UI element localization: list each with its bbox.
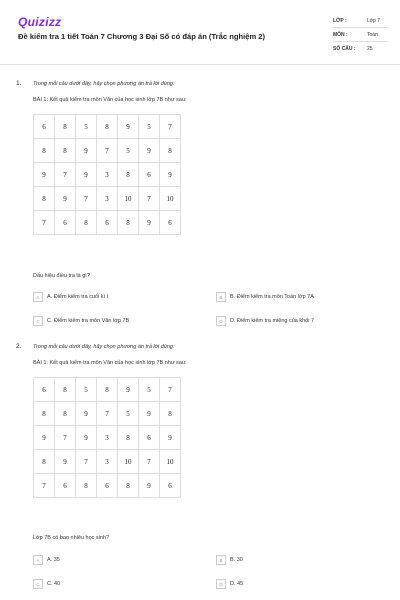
table-cell: 10 xyxy=(160,450,181,474)
option-letter: C xyxy=(33,316,43,326)
meta-value: Lớp 7 xyxy=(367,17,381,24)
meta-row-count xyxy=(333,42,388,56)
table-cell: 5 xyxy=(76,378,97,402)
question-number: 2. xyxy=(16,343,22,350)
meta-row-subject xyxy=(333,28,388,42)
table-cell: 8 xyxy=(34,402,55,426)
option-text: A. 35 xyxy=(47,557,60,563)
table-cell: 8 xyxy=(34,450,55,474)
table-cell: 9 xyxy=(76,163,97,187)
table-cell: 9 xyxy=(139,402,160,426)
meta-value: Toán xyxy=(367,31,378,38)
table-cell: 9 xyxy=(55,187,76,211)
table-cell: 6 xyxy=(55,211,76,235)
table-cell: 7 xyxy=(34,474,55,498)
table-cell: 3 xyxy=(97,426,118,450)
table-cell: 5 xyxy=(139,378,160,402)
table-cell: 8 xyxy=(55,378,76,402)
answer-option-a[interactable] xyxy=(33,292,108,302)
table-cell: 6 xyxy=(139,426,160,450)
document-meta xyxy=(333,14,388,56)
answer-option-a[interactable] xyxy=(33,555,60,565)
option-text: D. 45 xyxy=(230,581,244,587)
table-row xyxy=(34,378,181,402)
table-cell: 6 xyxy=(97,474,118,498)
table-row xyxy=(34,163,181,187)
table-cell: 9 xyxy=(160,426,181,450)
table-cell: 9 xyxy=(34,426,55,450)
table-cell: 6 xyxy=(160,211,181,235)
table-cell: 10 xyxy=(160,187,181,211)
option-text: C. 40 xyxy=(47,581,61,587)
question-instruction: Trong mỗi câu dưới đây, hãy chọn phương án trả lời đúng: xyxy=(33,344,175,350)
table-cell: 9 xyxy=(139,211,160,235)
table-cell: 8 xyxy=(97,115,118,139)
table-cell: 7 xyxy=(160,378,181,402)
table-cell: 9 xyxy=(55,450,76,474)
table-cell: 7 xyxy=(160,115,181,139)
option-text: B. Điểm kiểm tra môn Toán lớp 7A xyxy=(230,294,314,300)
table-cell: 8 xyxy=(118,211,139,235)
table-row xyxy=(34,211,181,235)
table-cell: 6 xyxy=(55,474,76,498)
table-row xyxy=(34,426,181,450)
table-row xyxy=(34,115,181,139)
table-cell: 5 xyxy=(76,115,97,139)
option-text: D. Điểm kiểm tra miệng của khối 7 xyxy=(230,318,315,324)
score-table xyxy=(33,114,181,235)
meta-value: 25 xyxy=(367,46,373,52)
table-cell: 9 xyxy=(139,139,160,163)
option-letter: A xyxy=(33,555,43,565)
table-cell: 7 xyxy=(76,187,97,211)
table-cell: 8 xyxy=(55,115,76,139)
table-cell: 8 xyxy=(76,211,97,235)
answer-option-c[interactable] xyxy=(33,316,129,326)
table-cell: 7 xyxy=(97,139,118,163)
question-prompt: Dấu hiệu điều tra là gì? xyxy=(33,273,90,279)
table-cell: 9 xyxy=(76,402,97,426)
header-divider xyxy=(0,64,400,65)
table-cell: 5 xyxy=(118,402,139,426)
table-cell: 6 xyxy=(34,115,55,139)
table-cell: 9 xyxy=(118,378,139,402)
table-cell: 5 xyxy=(118,139,139,163)
table-cell: 9 xyxy=(139,474,160,498)
question-number: 1. xyxy=(16,80,22,87)
option-letter: D xyxy=(216,316,226,326)
table-cell: 7 xyxy=(76,450,97,474)
table-cell: 7 xyxy=(55,163,76,187)
table-row xyxy=(34,402,181,426)
table-cell: 7 xyxy=(139,187,160,211)
table-row xyxy=(34,187,181,211)
question-passage: BÀI 1: Kết quả kiểm tra môn Văn của học sinh lớp 7B như sau: xyxy=(33,97,187,103)
table-cell: 7 xyxy=(34,211,55,235)
meta-row-grade xyxy=(333,14,388,28)
table-cell: 8 xyxy=(118,474,139,498)
answer-option-d[interactable] xyxy=(216,316,314,326)
table-cell: 8 xyxy=(34,187,55,211)
option-text: A. Điểm kiểm tra cuối kì I xyxy=(47,294,109,300)
table-cell: 8 xyxy=(34,139,55,163)
table-row xyxy=(34,474,181,498)
table-row xyxy=(34,450,181,474)
table-cell: 8 xyxy=(76,474,97,498)
table-cell: 7 xyxy=(97,402,118,426)
table-cell: 10 xyxy=(118,187,139,211)
table-cell: 3 xyxy=(97,450,118,474)
table-cell: 9 xyxy=(118,115,139,139)
option-letter: D xyxy=(216,579,226,589)
table-cell: 3 xyxy=(97,187,118,211)
table-cell: 8 xyxy=(118,426,139,450)
meta-label: SỐ CÂU : xyxy=(333,46,356,52)
score-table xyxy=(33,377,181,498)
option-letter: B xyxy=(216,292,226,302)
question-passage: BÀI 1: Kết quả kiểm tra môn Văn của học sinh lớp 7B như sau: xyxy=(33,360,187,366)
question-instruction: Trong mỗi câu dưới đây, hãy chọn phương án trả lời đúng: xyxy=(33,81,175,87)
table-cell: 5 xyxy=(139,115,160,139)
option-text: C. Điểm kiểm tra môn Văn lớp 7B xyxy=(47,318,130,324)
option-text: B. 30 xyxy=(230,557,243,563)
meta-label: LỚP : xyxy=(333,17,347,24)
table-cell: 8 xyxy=(55,139,76,163)
table-cell: 7 xyxy=(139,450,160,474)
quizizz-logo: Quizizz xyxy=(18,15,62,29)
table-row xyxy=(34,139,181,163)
table-cell: 7 xyxy=(55,426,76,450)
table-cell: 3 xyxy=(97,163,118,187)
document-title: Đề kiểm tra 1 tiết Toán 7 Chương 3 Đại Số có đáp án (Trắc nghiệm 2) xyxy=(18,32,266,41)
meta-label: MÔN : xyxy=(333,31,348,38)
answer-option-d[interactable] xyxy=(216,579,243,589)
question-prompt: Lớp 7B có bao nhiêu học sinh? xyxy=(33,535,110,541)
answer-option-c[interactable] xyxy=(33,579,60,589)
table-cell: 6 xyxy=(34,378,55,402)
table-cell: 9 xyxy=(160,163,181,187)
table-cell: 6 xyxy=(139,163,160,187)
table-cell: 8 xyxy=(97,378,118,402)
table-cell: 9 xyxy=(34,163,55,187)
table-cell: 8 xyxy=(160,402,181,426)
option-letter: C xyxy=(33,579,43,589)
option-letter: B xyxy=(216,555,226,565)
answer-option-b[interactable] xyxy=(216,292,314,302)
table-cell: 9 xyxy=(76,139,97,163)
table-cell: 6 xyxy=(160,474,181,498)
table-cell: 8 xyxy=(118,163,139,187)
table-cell: 10 xyxy=(118,450,139,474)
table-cell: 8 xyxy=(55,402,76,426)
option-letter: A xyxy=(33,292,43,302)
answer-option-b[interactable] xyxy=(216,555,243,565)
table-cell: 8 xyxy=(160,139,181,163)
table-cell: 6 xyxy=(97,211,118,235)
table-cell: 9 xyxy=(76,426,97,450)
